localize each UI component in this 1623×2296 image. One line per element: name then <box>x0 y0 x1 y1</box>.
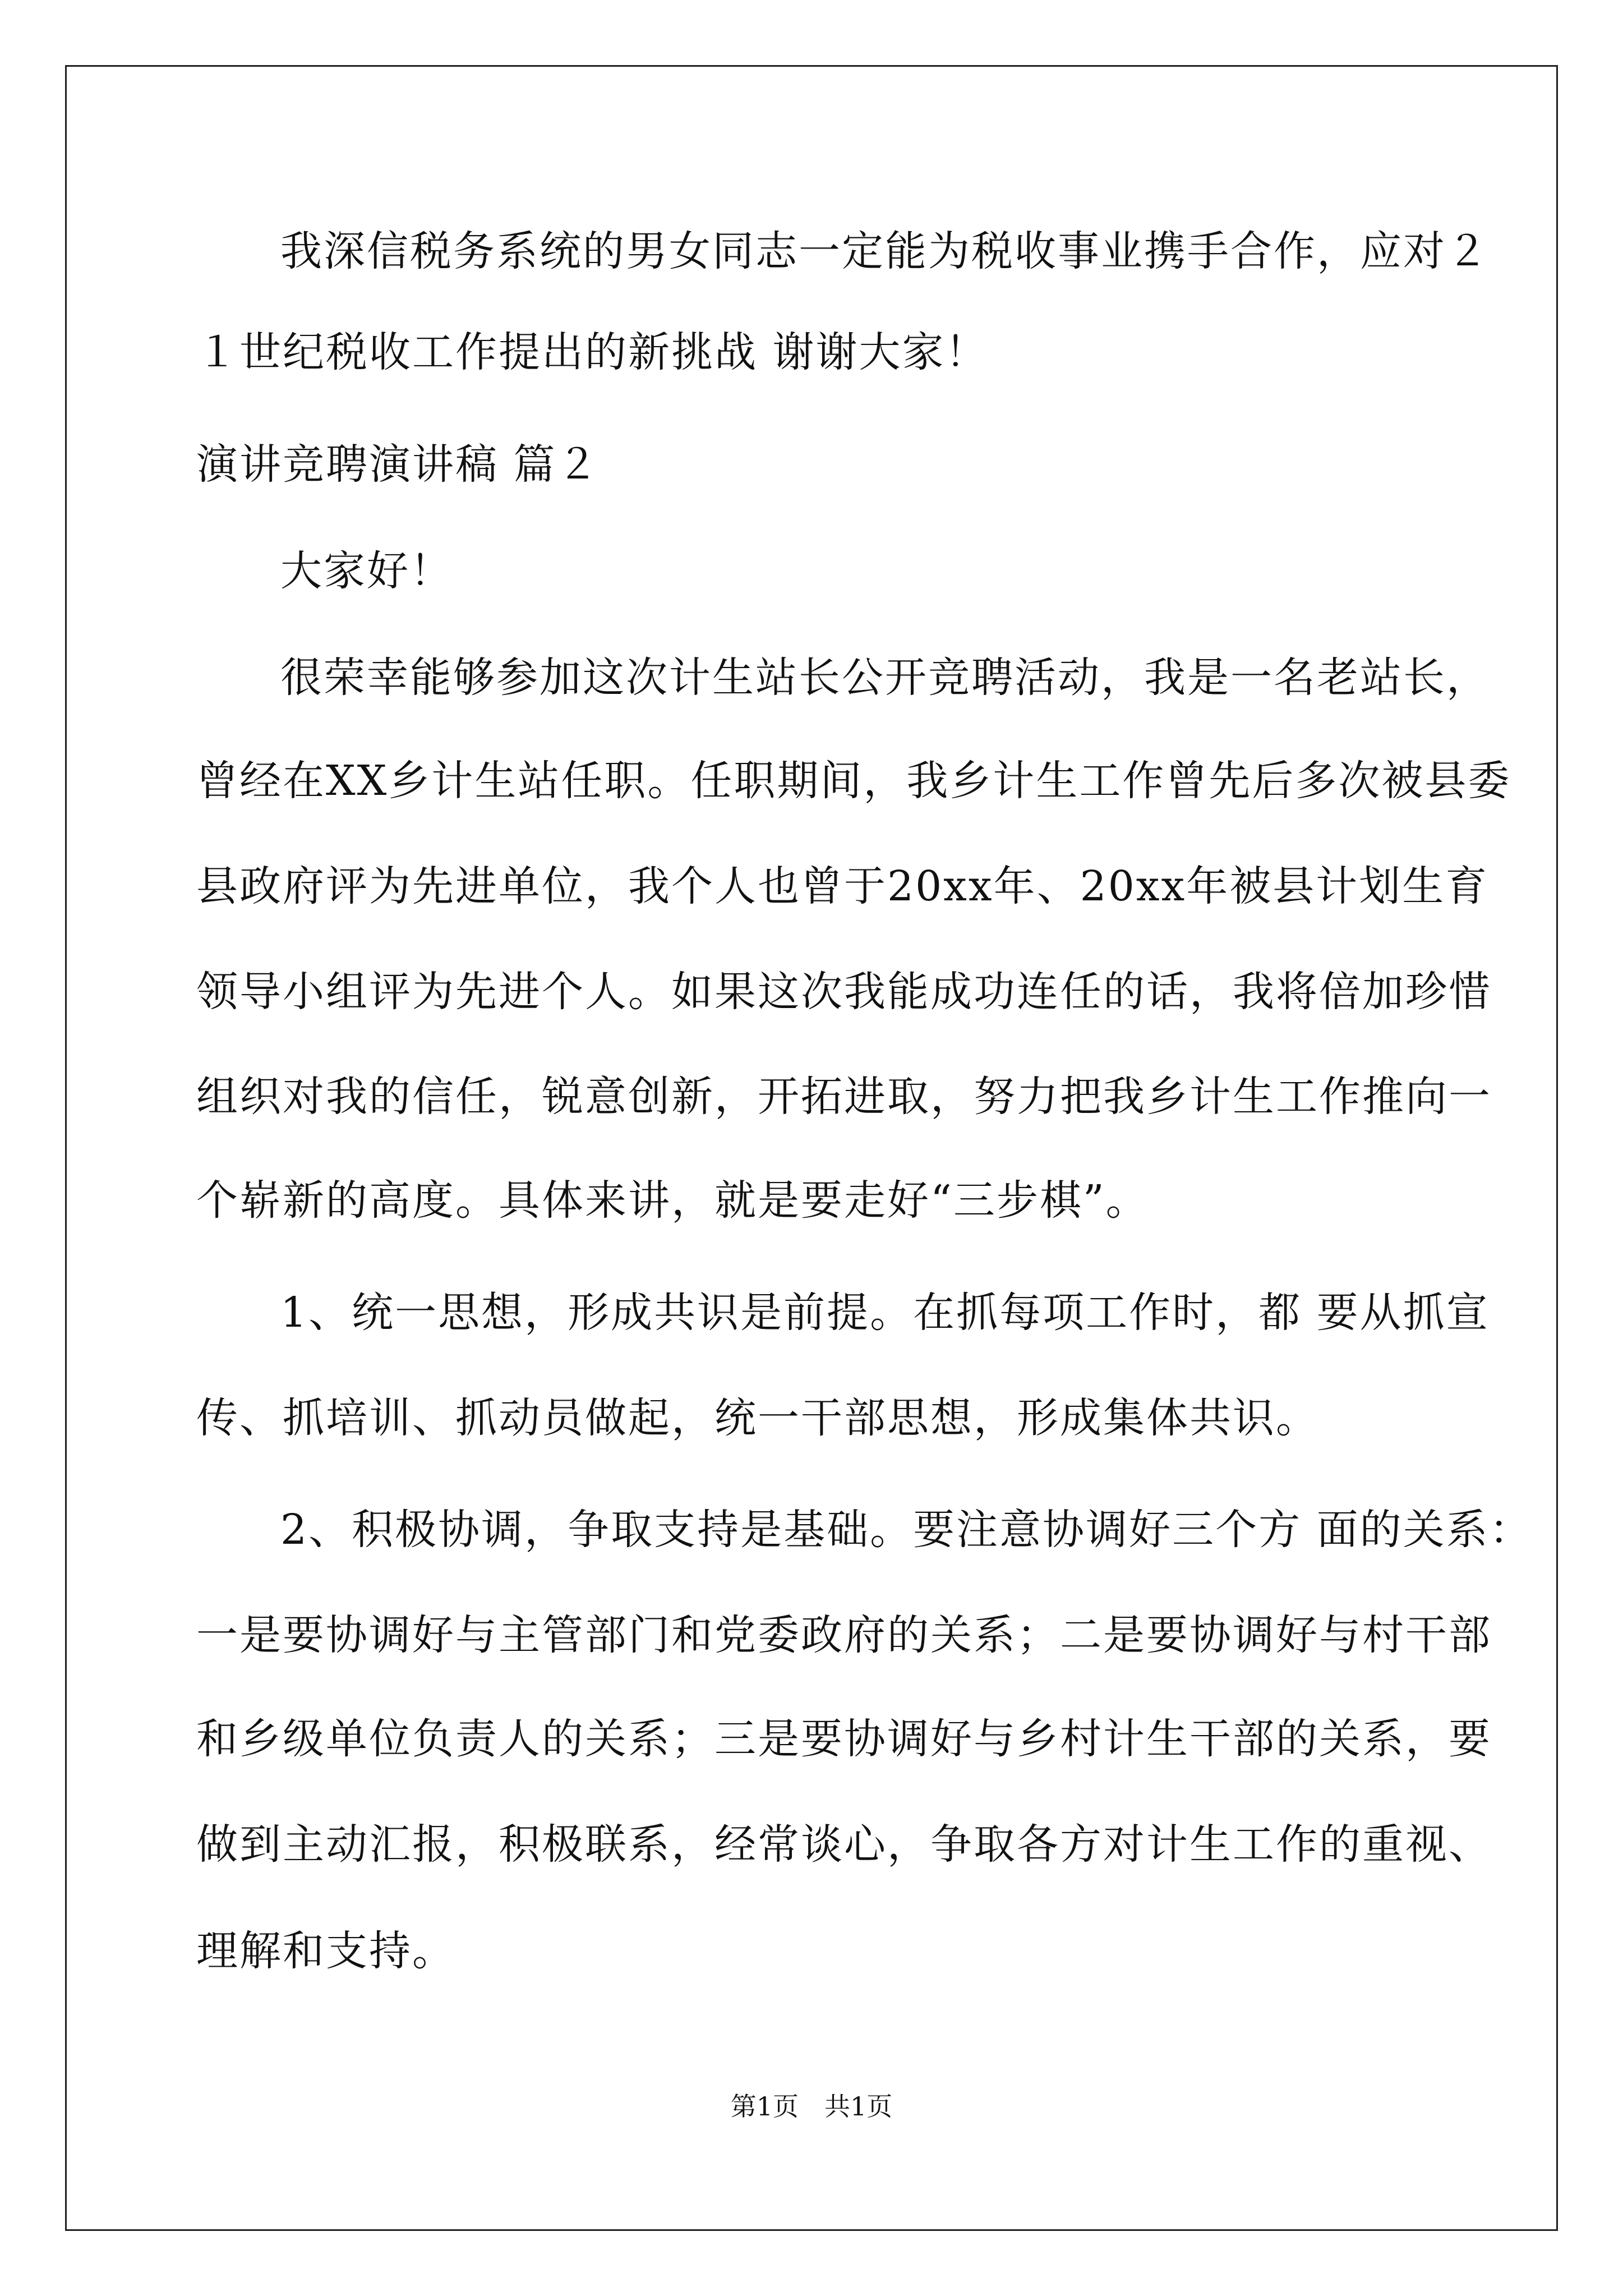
paragraph-line: 1、统一思想，形成共识是前提。在抓每项工作时，都 要从抓宣 <box>280 1289 1490 1337</box>
paragraph-line: 很荣幸能够参加这次计生站长公开竞聘活动，我是一名老站长， <box>280 654 1490 702</box>
paragraph-line: 理解和支持。 <box>196 1927 455 1975</box>
paragraph-line: 曾经在XX乡计生站任职。任职期间，我乡计生工作曾先后多次被县委 <box>196 757 1511 805</box>
section-heading: 演讲竞聘演讲稿 篇２ <box>196 440 600 489</box>
paragraph-line: 领导小组评为先进个人。如果这次我能成功连任的话，我将倍加珍惜 <box>196 968 1492 1016</box>
paragraph-line: 个崭新的高度。具体来讲，就是要走好“三步棋”。 <box>196 1176 1149 1225</box>
greeting-line: 大家好！ <box>280 547 453 595</box>
page-border <box>65 65 1558 2231</box>
paragraph-line: 传、抓培训、抓动员做起，统一干部思想，形成集体共识。 <box>196 1394 1319 1442</box>
paragraph-line: 组织对我的信任，锐意创新，开拓进取，努力把我乡计生工作推向一 <box>196 1073 1492 1121</box>
page-number-footer: 第1页 共1页 <box>730 2091 893 2122</box>
paragraph-line: 和乡级单位负责人的关系；三是要协调好与乡村计生干部的关系，要 <box>196 1715 1492 1763</box>
paragraph-line: １世纪税收工作提出的新挑战 谢谢大家！ <box>196 328 989 376</box>
paragraph-line: 县政府评为先进单位，我个人也曾于20xx年、20xx年被县计划生育 <box>196 862 1489 910</box>
paragraph-line: 我深信税务系统的男女同志一定能为税收事业携手合作，应对２ <box>280 227 1490 275</box>
paragraph-line: 一是要协调好与主管部门和党委政府的关系；二是要协调好与村干部 <box>196 1611 1492 1659</box>
paragraph-line: 做到主动汇报，积极联系，经常谈心，争取各方对计生工作的重视、 <box>196 1820 1492 1869</box>
paragraph-line: 2、积极协调，争取支持是基础。要注意协调好三个方 面的关系： <box>280 1506 1533 1554</box>
